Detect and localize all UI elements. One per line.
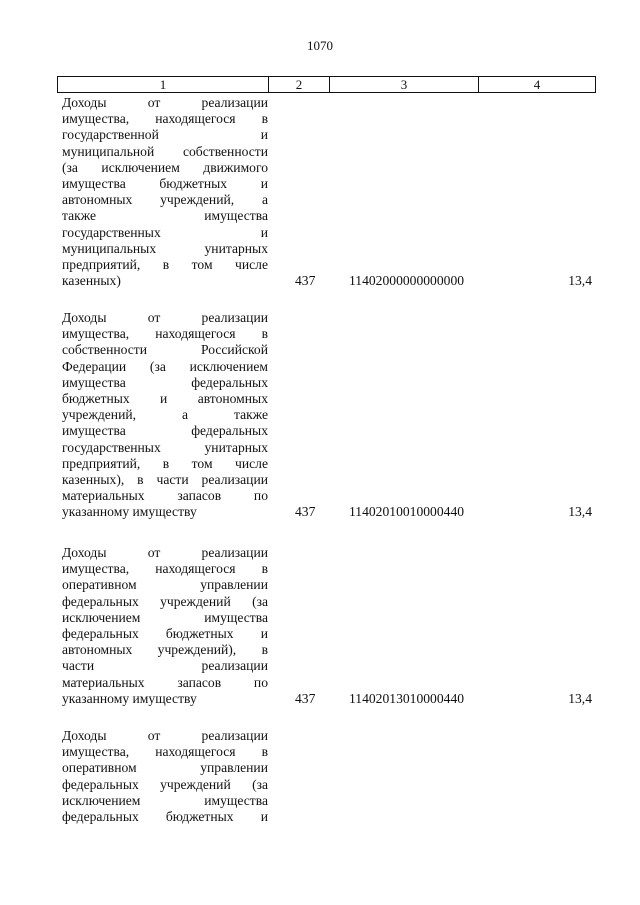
row-description [62,310,268,520]
description-line: имущества, находящегося в [62,561,268,577]
description-line: предприятий, в том числе [62,256,268,272]
header-col-4: 4 [478,77,595,92]
description-line: государственных и [62,224,268,240]
description-line: муниципальной собственности [62,143,268,159]
description-line: Доходы от реализации [62,95,268,110]
description-line: также имущества [62,208,268,224]
amount-cell: 13,4 [568,504,592,520]
amount-cell: 13,4 [568,690,592,706]
description-line: указанному имуществу [62,690,197,706]
description-line: исключением имущества [62,609,268,625]
admin-code-cell: 437 [295,690,316,706]
description-line: государственных унитарных [62,439,268,455]
amount-cell: 13,4 [568,273,592,289]
description-line: (за исключением движимого [62,159,268,175]
description-line: государственной и [62,127,268,143]
description-line: бюджетных и автономных [62,390,268,406]
kbk-code-cell: 11402010010000440 [349,504,465,520]
description-line: казенных), в части реализации [62,471,268,487]
table-header [57,76,596,93]
description-line: учреждений, а также [62,407,268,423]
description-line: федеральных бюджетных и [62,808,268,824]
row-description [62,545,268,707]
kbk-code-cell: 11402000000000000 [349,273,465,289]
description-line: собственности Российской [62,342,268,358]
row-description [62,95,268,289]
description-line: имущества, находящегося в [62,326,268,342]
description-line: имущества, находящегося в [62,111,268,127]
description-line: Доходы от реализации [62,545,268,560]
description-line: материальных запасов по [62,488,268,504]
description-line: автономных учреждений, а [62,192,268,208]
description-line: казенных) [62,273,121,289]
description-line: имущества федеральных [62,374,268,390]
description-line: Доходы от реализации [62,728,268,743]
description-line: федеральных учреждений (за [62,776,268,792]
description-line: имущества, находящегося в [62,744,268,760]
description-line: федеральных учреждений (за [62,593,268,609]
description-line: предприятий, в том числе [62,455,268,471]
description-line: имущества бюджетных и [62,175,268,191]
header-col-2: 2 [268,77,329,92]
description-line: оперативном управлении [62,577,268,593]
admin-code-cell: 437 [295,504,316,520]
admin-code-cell: 437 [295,273,316,289]
description-line: муниципальных унитарных [62,240,268,256]
description-line: указанному имуществу [62,504,197,520]
description-line: части реализации [62,658,268,674]
header-col-1: 1 [159,77,167,92]
description-line: федеральных бюджетных и [62,625,268,641]
description-line: Доходы от реализации [62,310,268,325]
description-line: оперативном управлении [62,760,268,776]
header-col-3: 3 [329,77,478,92]
description-line: материальных запасов по [62,674,268,690]
description-line: Федерации (за исключением [62,358,268,374]
page-number: 1070 [307,38,333,53]
description-line: автономных учреждений), в [62,642,268,658]
description-line: исключением имущества [62,792,268,808]
kbk-code-cell: 11402013010000440 [349,690,465,706]
description-line: имущества федеральных [62,423,268,439]
row-description [62,728,268,825]
